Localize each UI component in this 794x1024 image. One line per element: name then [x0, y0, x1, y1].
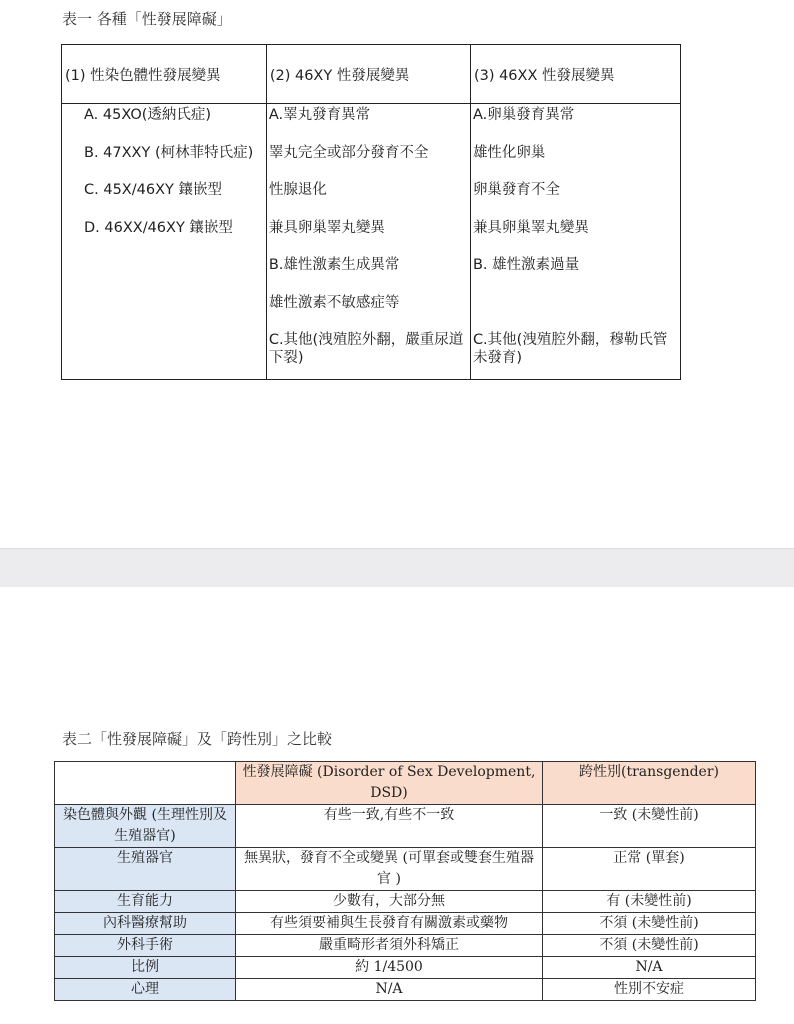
table2-row-label: 心理 [55, 979, 236, 1001]
table-row [55, 913, 756, 935]
table1-cell: A.卵巢發育異常 [472, 107, 575, 123]
table-row [55, 848, 756, 891]
table2-cell: 少數有，大部分無 [236, 891, 543, 913]
table2-cell: 有些須要補與生長發育有關激素或藥物 [236, 913, 543, 935]
table1-cell: B. 雄性激素過量 [472, 257, 580, 273]
table1-cell: B. 47XXY (柯林菲特氏症) [84, 144, 254, 161]
page-2 [0, 587, 794, 1024]
table2-cell: 不須 (未變性前) [543, 913, 756, 935]
table1-header: (2) 46XY 性發展變異 [266, 45, 470, 104]
table1-header: (1) 性染色體性發展變異 [62, 45, 267, 104]
table1-cell: 雄性激素不敏感症等 [268, 294, 400, 311]
table2-cell: 無異狀，發育不全或變異 (可單套或雙套生殖器官 ) [236, 848, 543, 891]
table2-cell: 一致 (未變性前) [543, 805, 756, 848]
table2-cell: N/A [543, 957, 756, 979]
table2-cell: N/A [236, 979, 543, 1001]
table1-cell: C. 45X/46XY 鑲嵌型 [84, 182, 222, 198]
table1-cell: C.其他(洩殖腔外翻，嚴重尿道下裂) [268, 332, 464, 366]
table1-cell: 卵巢發育不全 [472, 182, 560, 198]
table2-row-label: 外科手術 [55, 935, 236, 957]
table1-cell: A.睪丸發育異常 [268, 107, 371, 123]
page-gap [0, 548, 794, 588]
table2-caption: 表二「性發展障礙」及「跨性別」之比較 [62, 730, 333, 748]
table-row [55, 957, 756, 979]
table1-cell: A. 45XO(透納氏症) [84, 107, 212, 123]
table1-cell: 性腺退化 [268, 182, 327, 198]
table2-row-label: 比例 [55, 957, 236, 979]
table2 [54, 761, 756, 1001]
table-row [55, 805, 756, 848]
table2-cell: 有些一致,有些不一致 [236, 805, 543, 848]
table1-cell: 睪丸完全或部分發育不全 [268, 144, 429, 161]
table1-caption: 表一 各種「性發展障礙」 [62, 10, 232, 28]
table2-corner [55, 762, 236, 805]
table1-cell: 兼具卵巢睪丸變異 [268, 219, 385, 236]
table-row [55, 979, 756, 1001]
table2-cell: 約 1/4500 [236, 957, 543, 979]
table1-col3 [470, 104, 680, 380]
table1-col1 [62, 104, 267, 380]
table1-cell: D. 46XX/46XY 鑲嵌型 [84, 219, 233, 236]
table2-cell: 性別不安症 [543, 979, 756, 1001]
table1-cell: B.雄性激素生成異常 [268, 257, 400, 273]
table1-header: (3) 46XX 性發展變異 [470, 45, 680, 104]
table2-header-trans: 跨性別(transgender) [543, 762, 756, 805]
table1-cell: 兼具卵巢睪丸變異 [472, 219, 589, 236]
table2-cell: 正常 (單套) [543, 848, 756, 891]
table1-col2 [266, 104, 470, 380]
table-row [55, 891, 756, 913]
table2-row-label: 染色體與外觀 (生理性別及生殖器官) [55, 805, 236, 848]
table-row [55, 935, 756, 957]
table2-cell: 不須 (未變性前) [543, 935, 756, 957]
table2-row-label: 生育能力 [55, 891, 236, 913]
table2-cell: 有 (未變性前) [543, 891, 756, 913]
table1 [61, 44, 681, 380]
table1-cell: C.其他(洩殖腔外翻，穆勒氏管未發育) [472, 332, 668, 366]
table2-header-dsd: 性發展障礙 (Disorder of Sex Development, DSD) [236, 762, 543, 805]
table1-cell: 雄性化卵巢 [472, 144, 546, 161]
table1-cell [473, 292, 678, 330]
table2-row-label: 生殖器官 [55, 848, 236, 891]
table2-row-label: 內科醫療幫助 [55, 913, 236, 935]
table2-cell: 嚴重畸形者須外科矯正 [236, 935, 543, 957]
